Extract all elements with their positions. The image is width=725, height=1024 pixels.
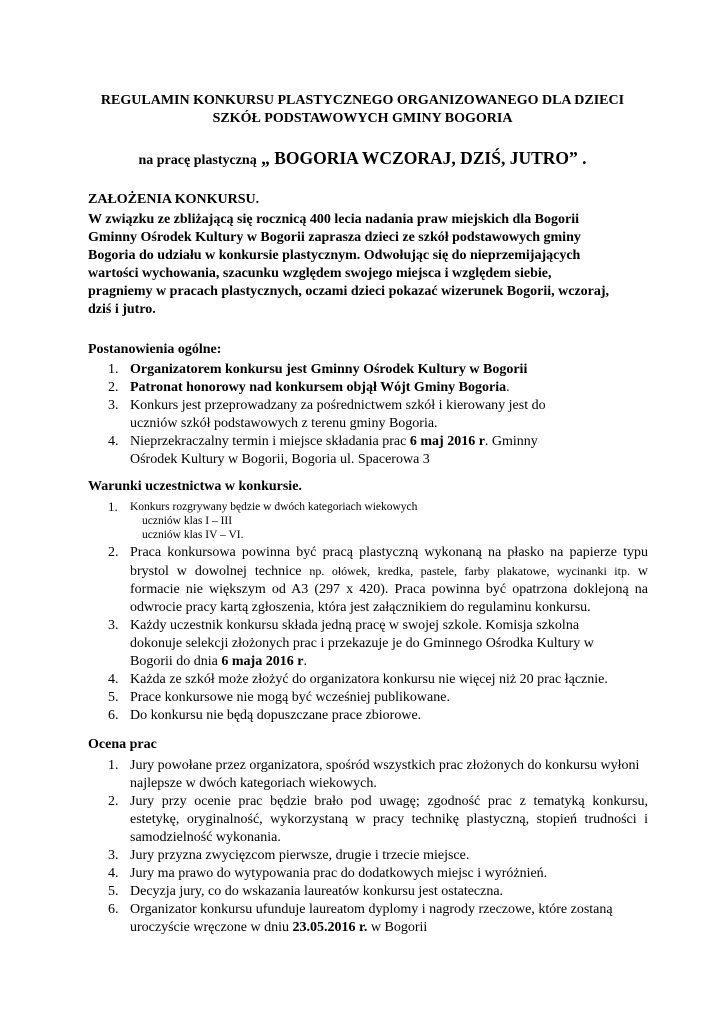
assumptions-line: Bogoria do udziału w konkursie plastycznym. Odwołując się do nieprzemijających (88, 248, 581, 263)
item-number: 5. (108, 884, 119, 899)
item-number: 3. (108, 398, 119, 413)
assumptions-heading: ZAŁOŻENIA KONKURSU. (88, 192, 260, 207)
item-text: . Gminny Ośrodek Kultury w Bogorii, Bogoria ul. Spacerowa 3 (130, 434, 538, 467)
item-text: Jury przy ocenie prac będzie brało pod uwagę; zgodność prac z tematyką konkursu, estetykę, oryginalność, wykorzystaną w pracy technikę plastyczną, stopień trudności i samodzielność wykonania. (130, 794, 648, 845)
list-item (88, 883, 648, 901)
item-text: Prace konkursowe nie mogą być wcześniej publikowane. (130, 690, 450, 705)
item-text: w Bogorii (367, 920, 428, 935)
item-text-end: . (506, 380, 510, 395)
assumptions-line: Gminny Ośrodek Kultury w Bogorii zaprasza dzieci ze szkół podstawowych gminy (88, 230, 581, 245)
title-line-1: REGULAMIN KONKURSU PLASTYCZNEGO ORGANIZOWANEGO DLA DZIECI (100, 93, 625, 108)
list-item (88, 757, 648, 793)
list-item (88, 793, 648, 847)
evaluation-list (88, 757, 648, 937)
list-item (88, 379, 648, 397)
item-text: Decyzja jury, co do wskazania laureatów konkursu jest ostateczna. (130, 884, 504, 899)
list-item (88, 397, 648, 433)
list-item (88, 500, 648, 542)
item-number: 2. (108, 380, 119, 395)
conditions-list (88, 500, 648, 725)
document-title (60, 92, 665, 128)
subtitle-prefix: na pracę plastyczną (138, 153, 257, 168)
item-number: 4. (108, 672, 119, 687)
item-number: 4. (108, 866, 119, 881)
item-number: 6. (108, 902, 119, 917)
list-item (88, 689, 648, 707)
item-number: 3. (108, 848, 119, 863)
list-item (88, 617, 648, 671)
item-number: 1. (108, 362, 119, 377)
item-number: 6. (108, 708, 119, 723)
general-heading: Postanowienia ogólne: (88, 342, 222, 357)
item-text: Każda ze szkół może złożyć do organizatora konkursu nie więcej niż 20 prac łącznie. (130, 672, 608, 687)
item-text: Jury ma prawo do wytypowania prac do dodatkowych miejsc i wyróżnień. (130, 866, 548, 881)
list-item (88, 671, 648, 689)
item-text: Jury przyzna zwycięzcom pierwsze, drugie i trzecie miejsce. (130, 848, 470, 863)
age-category: uczniów klas I – III (142, 515, 233, 527)
item-text: . (303, 654, 307, 669)
item-number: 1. (108, 758, 119, 773)
list-item (88, 361, 648, 379)
document-subtitle (60, 147, 665, 172)
title-line-2: SZKÓŁ PODSTAWOWYCH GMINY BOGORIA (212, 111, 513, 126)
item-text: Do konkursu nie będą dopuszczane prace zbiorowe. (130, 708, 422, 723)
item-number: 3. (108, 618, 119, 633)
list-item (88, 707, 648, 725)
item-text: Praca konkursowa powinna być pracą plastyczną wykonaną na płasko na papierze typu brystol w dowolnej technice (130, 545, 648, 579)
assumptions-line: wartości wychowania, szacunku względem swojego miejsca i względem siebie, (88, 266, 552, 281)
item-number: 1. (108, 499, 118, 514)
item-text: Każdy uczestnik konkursu składa jedną pracę w swojej szkole. Komisja szkolna dokonuje selekcji złożonych prac i przekazuje je do Gminnego Ośrodka Kultury w Bogorii do dnia (130, 618, 594, 669)
item-text: Jury powołane przez organizatora, spośród wszystkich prac złożonych do konkursu wyłoni najlepsze w dwóch kategoriach wiekowych. (130, 758, 640, 791)
technique-examples: np. ołówek, kredka, pastele, farby plakatowe, wycinanki itp. (309, 564, 630, 578)
list-item (88, 847, 648, 865)
deadline-date: 6 maj 2016 r (409, 434, 485, 449)
list-item (88, 433, 648, 469)
list-item (88, 544, 648, 617)
assumptions-line: dziś i jutro. (88, 302, 156, 317)
item-text: w formacie nie większym od A3 (297 x 420). Praca powinna być opatrzona doklejoną na odwrocie pracy kartą zgłoszenia, która jest załącznikiem do regulaminu konkursu. (130, 564, 648, 615)
award-date: 23.05.2016 r. (292, 920, 368, 935)
item-number: 5. (108, 690, 119, 705)
item-number: 2. (108, 545, 119, 560)
item-text: Nieprzekraczalny termin i miejsce składania prac (130, 434, 410, 449)
item-text: Organizator konkursu ufunduje laureatom dyplomy i nagrody rzeczowe, które zostaną uroczyście wręczone w dniu (130, 902, 613, 935)
subtitle-theme: „ BOGORIA WCZORAJ, DZIŚ, JUTRO” . (256, 148, 587, 168)
item-text: Organizatorem konkursu jest Gminny Ośrodek Kultury w Bogorii (130, 362, 528, 377)
general-list (88, 361, 648, 469)
age-category: uczniów klas IV – VI. (142, 529, 244, 541)
item-number: 2. (108, 794, 119, 809)
item-text: Konkurs rozgrywany będzie w dwóch kategoriach wiekowych (130, 501, 418, 513)
submission-date: 6 maja 2016 r (221, 654, 304, 669)
assumptions-paragraph (88, 211, 648, 319)
assumptions-line: W związku ze zbliżającą się rocznicą 400 lecia nadania praw miejskich dla Bogorii (88, 212, 579, 227)
assumptions-line: pragniemy w pracach plastycznych, oczami dzieci pokazać wizerunek Bogorii, wczoraj, (88, 284, 610, 299)
item-number: 4. (108, 434, 119, 449)
list-item (88, 865, 648, 883)
evaluation-heading: Ocena prac (88, 737, 157, 752)
conditions-heading: Warunki uczestnictwa w konkursie. (88, 479, 302, 494)
item-text: Konkurs jest przeprowadzany za pośrednictwem szkół i kierowany jest do uczniów szkół podstawowych z terenu gminy Bogoria. (130, 398, 546, 431)
list-item (88, 901, 648, 937)
item-text: Patronat honorowy nad konkursem objął Wójt Gminy Bogoria (130, 380, 507, 395)
